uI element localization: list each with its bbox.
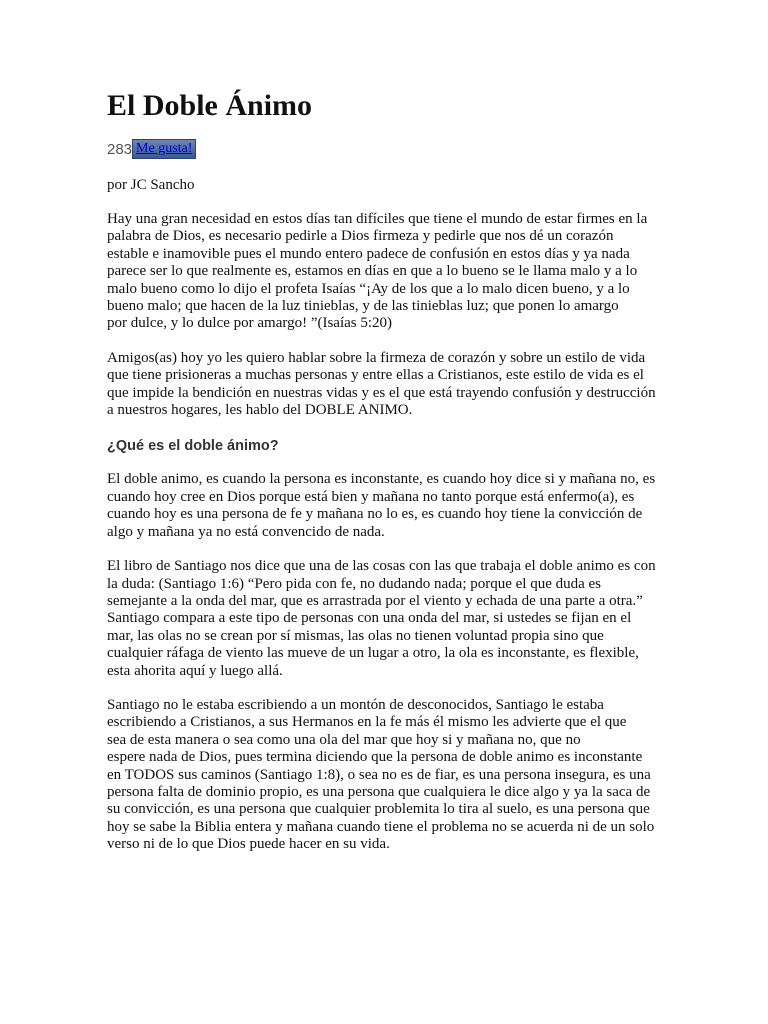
paragraph-santiago (107, 558, 667, 680)
like-bar (107, 138, 667, 160)
text-line: persona falta de dominio propio, es una persona que cualquiera le dice algo y ya la saca de (107, 783, 651, 800)
text-line: que impide la bendición en nuestras vidas y es el que está trayendo confusión y destrucción (107, 384, 656, 401)
text-line: El doble animo, es cuando la persona es inconstante, es cuando hoy dice si y mañana no, es (107, 471, 656, 488)
text-line: palabra de Dios, es necesario pedirle a Dios firmeza y pedirle que nos dé un corazón (107, 228, 614, 245)
paragraph-conclusion (107, 697, 667, 854)
text-line: su convicción, es una persona que cualquier problemita lo tira al suelo, es una persona que (107, 801, 650, 818)
text-line: Hay una gran necesidad en estos días tan difíciles que tiene el mundo de estar firmes en la (107, 211, 648, 227)
text-line: esta ahorita aquí y luego allá. (107, 662, 283, 679)
text-line: Amigos(as) hoy yo les quiero hablar sobre la firmeza de corazón y sobre un estilo de vida (107, 349, 646, 366)
page-title: El Doble Ánimo (107, 89, 313, 122)
section-heading: ¿Qué es el doble ánimo? (107, 438, 279, 455)
paragraph-definition (107, 471, 667, 541)
text-line: en TODOS sus caminos (Santiago 1:8), o sea no es de fiar, es una persona insegura, es una (107, 766, 651, 783)
like-button[interactable] (132, 139, 196, 159)
like-count: 283 (107, 140, 133, 158)
text-line: estable e inamovible pues el mundo entero padece de confusión en estos días y ya nada (107, 245, 630, 262)
text-line: Santiago no le estaba escribiendo a un montón de desconocidos, Santiago le estaba (107, 696, 604, 713)
text-line: verso ni de lo que Dios puede hacer en su vida. (107, 836, 390, 853)
text-line: sea de esta manera o sea como una ola del mar que hoy si y mañana no, que no (107, 731, 581, 748)
article (107, 86, 667, 854)
text-line: cuando hoy cree en Dios porque está bien y mañana no tanto porque está enfermo(a), es (107, 488, 635, 505)
text-line: la duda: (Santiago 1:6) “Pero pida con fe, no dudando nada; porque el que duda es (107, 575, 602, 592)
like-button-label[interactable]: Me gusta! (136, 141, 193, 156)
text-line: mar, las olas no se crean por sí mismas, las olas no tienen voluntad propia sino que (107, 627, 604, 644)
byline: por JC Sancho (107, 177, 195, 193)
text-line: cualquier ráfaga de viento las mueve de un lugar a otro, la ola es inconstante, es flexible, (107, 645, 639, 662)
text-line: espere nada de Dios, pues termina diciendo que la persona de doble animo es inconstante (107, 749, 643, 766)
text-line: por dulce, y lo dulce por amargo! ”(Isaías 5:20) (107, 315, 393, 332)
text-line: a nuestros hogares, les hablo del DOBLE ANIMO. (107, 402, 413, 419)
paragraph-intro (107, 211, 667, 333)
text-line: Santiago compara a este tipo de personas con una onda del mar, si ustedes se fijan en el (107, 610, 632, 627)
text-line: que tiene prisioneras a muchas personas y entre ellas a Cristianos, este estilo de vida es el (107, 367, 644, 384)
text-line: semejante a la onda del mar, que es arrastrada por el viento y echada de una parte a otra.” (107, 592, 643, 609)
text-line: algo y mañana ya no está convencido de nada. (107, 523, 385, 540)
paragraph-amigos (107, 350, 667, 420)
text-line: malo bueno como lo dijo el profeta Isaías “¡Ay de los que a lo malo dicen bueno, y a lo (107, 280, 630, 297)
text-line: cuando hoy es una persona de fe y mañana no lo es, es cuando hoy tiene la convicción de (107, 506, 643, 523)
text-line: bueno malo; que hacen de la luz tinieblas, y de las tinieblas luz; que ponen lo amargo (107, 298, 619, 315)
text-line: escribiendo a Cristianos, a sus Hermanos en la fe más él mismo les advierte que el que (107, 714, 627, 731)
text-line: hoy se sabe la Biblia entera y mañana cuando tiene el problema no se acuerda ni de un solo (107, 818, 655, 835)
text-line: parece ser lo que realmente es, estamos en días en que a lo bueno se le llama malo y a lo (107, 263, 638, 280)
text-line: El libro de Santiago nos dice que una de las cosas con las que trabaja el doble animo es con (107, 558, 656, 575)
